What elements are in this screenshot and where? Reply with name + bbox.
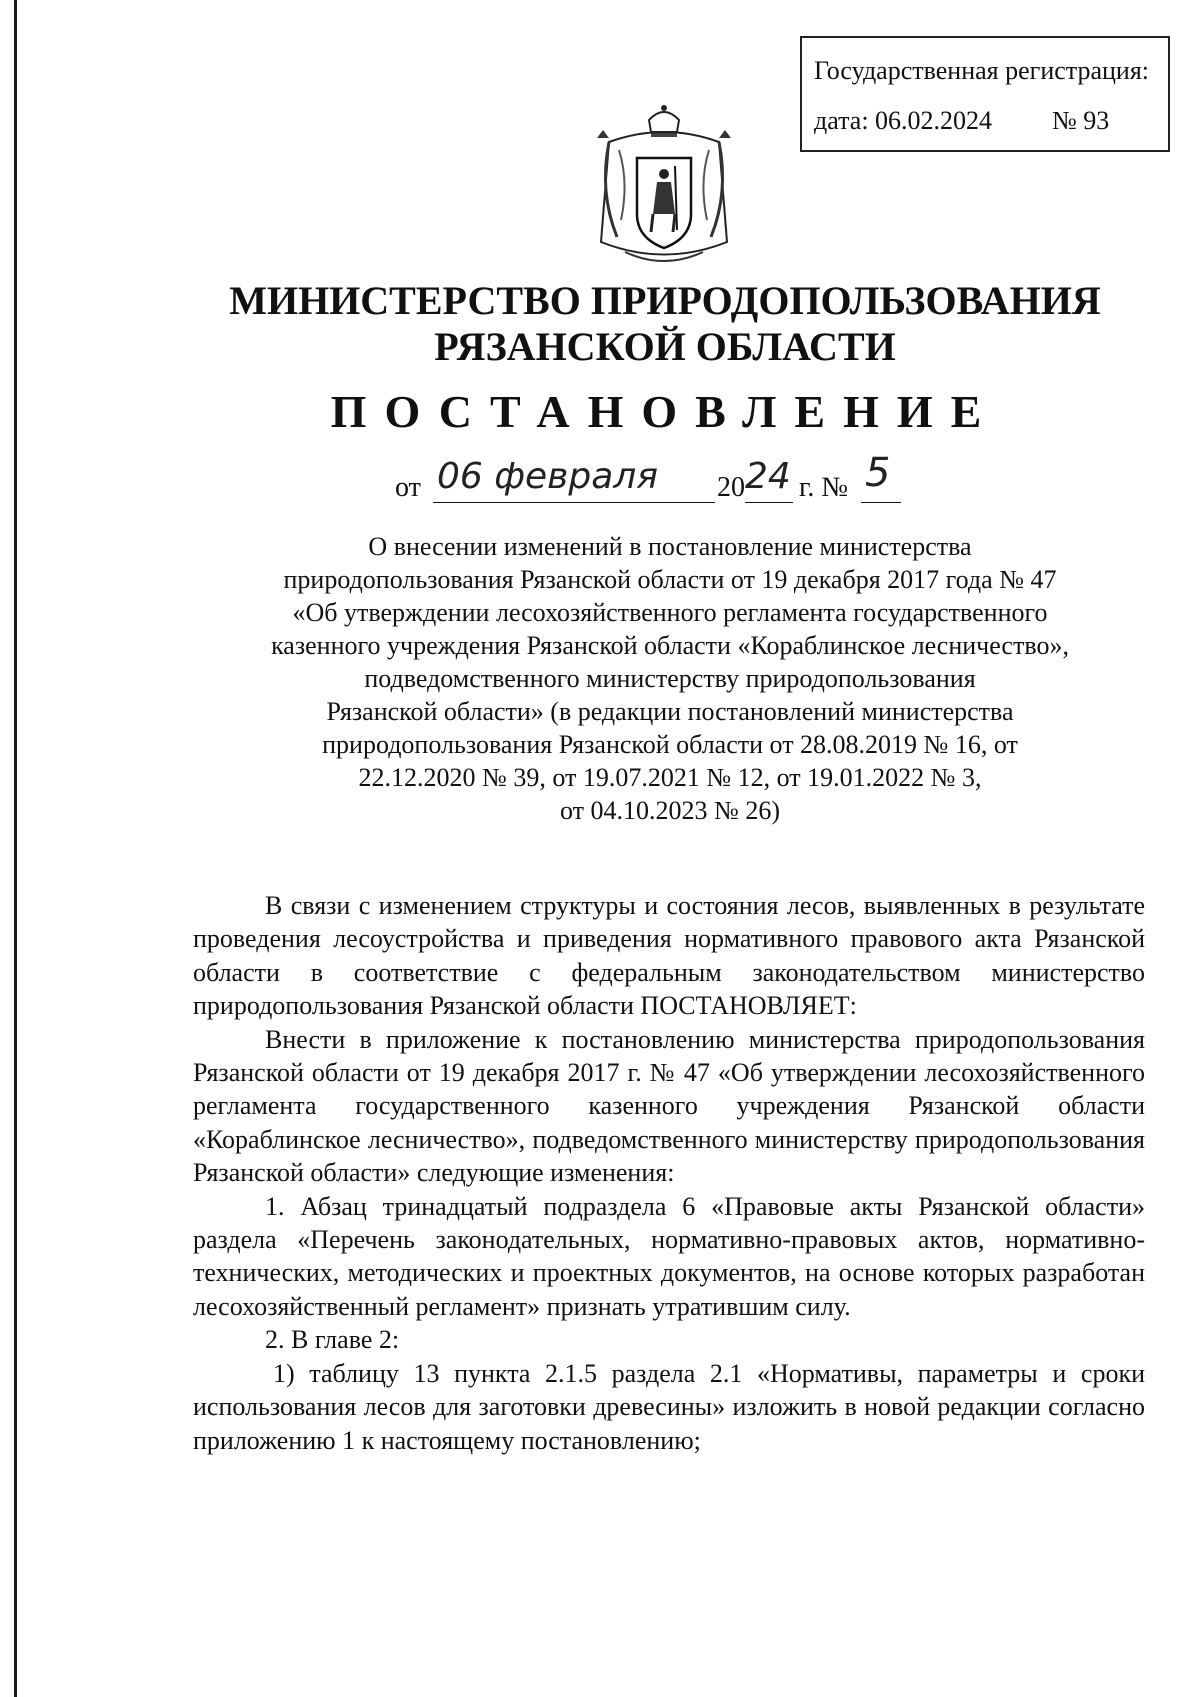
- document-body: [193, 889, 1145, 1457]
- number-underline: [861, 502, 901, 503]
- document-subject: [240, 530, 1100, 827]
- subject-line: казенного учреждения Рязанской области «Кораблинское лесничество»,: [271, 631, 1069, 660]
- body-paragraph: 1. Абзац тринадцатый подраздела 6 «Правовые акты Рязанской области» раздела «Перечень законодательных, нормативно-правовых актов, нормативно-технических, методических и проектных документов, на основе которых разработан лесохозяйственный регламент» признать утратившим силу.: [193, 1191, 1145, 1321]
- coat-of-arms-icon: [589, 102, 739, 272]
- handwritten-date: 06 февраля: [437, 456, 658, 497]
- scan-edge-line: [14, 0, 17, 1697]
- body-paragraph: В связи с изменением структуры и состояния лесов, выявленных в результате проведения лесоустройства и приведения нормативного правового акта Рязанской области в соответствие с федеральным законодательством министерство природопользования Рязанской области ПОСТАНОВЛЯЕТ:: [193, 891, 1145, 1021]
- subject-line: подведомственного министерству природопользования: [364, 664, 976, 693]
- number-prefix: г. №: [799, 472, 849, 503]
- body-paragraph: Внести в приложение к постановлению министерства природопользования Рязанской области от 19 декабря 2017 г. № 47 «Об утверждении лесохозяйственного регламента государственного казенного учреждения Рязанской области «Кораблинское лесничество», подведомственного министерству природопользования Рязанской области» следующие изменения:: [193, 1024, 1145, 1188]
- body-paragraph: 2. В главе 2:: [265, 1325, 400, 1355]
- ministry-line-2: РЯЗАНСКОЙ ОБЛАСТИ: [434, 324, 896, 369]
- registration-number: № 93: [1052, 106, 1110, 135]
- subject-line: природопользования Рязанской области от 28.08.2019 № 16, от: [322, 730, 1018, 759]
- registration-date: дата: 06.02.2024: [814, 106, 993, 135]
- ministry-line-1: МИНИСТЕРСТВО ПРИРОДОПОЛЬЗОВАНИЯ: [229, 278, 1101, 323]
- ministry-name: [0, 278, 1200, 370]
- subject-line: 22.12.2020 № 39, от 19.07.2021 № 12, от 19.01.2022 № 3,: [358, 763, 982, 792]
- body-paragraph: 1) таблицу 13 пункта 2.1.5 раздела 2.1 «Нормативы, параметры и сроки использования лесов для заготовки древесины» изложить в новой редакции согласно приложению 1 к настоящему постановлению;: [193, 1358, 1145, 1455]
- subject-line: «Об утверждении лесохозяйственного регламента государственного: [292, 598, 1048, 627]
- document-number-line: [395, 450, 955, 510]
- subject-line: Рязанской области» (в редакции постановлений министерства: [326, 697, 1014, 726]
- subject-line: от 04.10.2023 № 26): [560, 796, 780, 825]
- registration-stamp: [800, 36, 1170, 152]
- year-underline: [745, 502, 793, 503]
- registration-title: Государственная регистрация:: [814, 56, 1150, 85]
- handwritten-number: 5: [865, 450, 891, 496]
- handwritten-year: 24: [745, 456, 791, 497]
- year-prefix: 20: [717, 472, 745, 503]
- date-prefix: от: [395, 472, 421, 503]
- date-underline: [433, 502, 715, 503]
- subject-line: природопользования Рязанской области от 19 декабря 2017 года № 47: [283, 565, 1057, 594]
- subject-line: О внесении изменений в постановление министерства: [368, 532, 972, 561]
- document-type-heading: ПОСТАНОВЛЕНИЕ: [330, 386, 1000, 437]
